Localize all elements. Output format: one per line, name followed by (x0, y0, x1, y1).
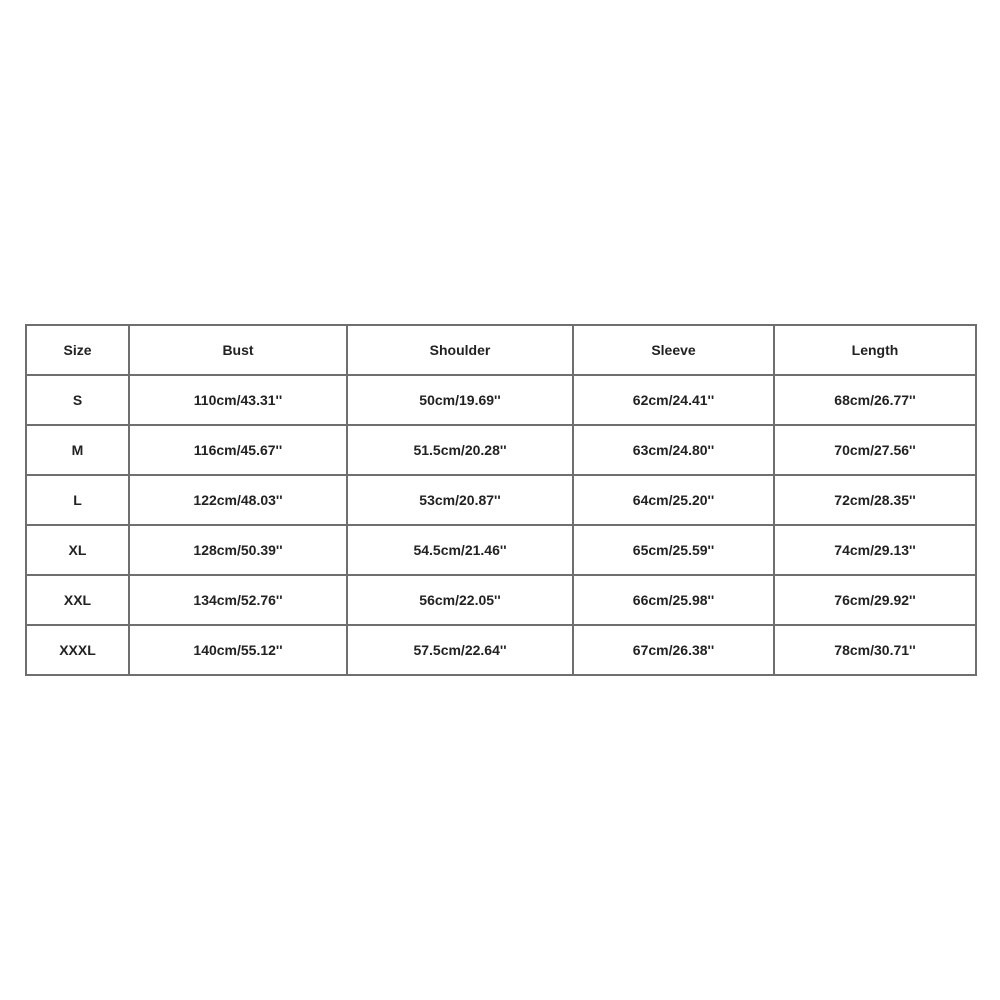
table-cell-size: XL (26, 525, 129, 575)
table-cell-shoulder: 56cm/22.05'' (347, 575, 573, 625)
table-row (26, 575, 976, 625)
table-cell-bust: 140cm/55.12'' (129, 625, 347, 675)
table-cell-shoulder: 53cm/20.87'' (347, 475, 573, 525)
header-size: Size (26, 325, 129, 375)
table-cell-sleeve: 67cm/26.38'' (573, 625, 774, 675)
table-cell-shoulder: 50cm/19.69'' (347, 375, 573, 425)
table-cell-size: M (26, 425, 129, 475)
table-row (26, 625, 976, 675)
table-cell-bust: 116cm/45.67'' (129, 425, 347, 475)
table-row (26, 525, 976, 575)
table-cell-size: L (26, 475, 129, 525)
table-cell-sleeve: 65cm/25.59'' (573, 525, 774, 575)
table-cell-length: 74cm/29.13'' (774, 525, 976, 575)
table-cell-length: 68cm/26.77'' (774, 375, 976, 425)
table-header-row (26, 325, 976, 375)
table-cell-shoulder: 57.5cm/22.64'' (347, 625, 573, 675)
table-cell-bust: 110cm/43.31'' (129, 375, 347, 425)
table-cell-bust: 128cm/50.39'' (129, 525, 347, 575)
header-sleeve: Sleeve (573, 325, 774, 375)
table-cell-sleeve: 64cm/25.20'' (573, 475, 774, 525)
table-row (26, 425, 976, 475)
table-cell-length: 72cm/28.35'' (774, 475, 976, 525)
table-row (26, 375, 976, 425)
table-cell-bust: 122cm/48.03'' (129, 475, 347, 525)
size-chart-table (25, 324, 977, 676)
header-bust: Bust (129, 325, 347, 375)
table-cell-length: 70cm/27.56'' (774, 425, 976, 475)
table-cell-length: 76cm/29.92'' (774, 575, 976, 625)
header-shoulder: Shoulder (347, 325, 573, 375)
table-cell-length: 78cm/30.71'' (774, 625, 976, 675)
table-cell-size: XXXL (26, 625, 129, 675)
table-row (26, 475, 976, 525)
table-cell-sleeve: 66cm/25.98'' (573, 575, 774, 625)
table-cell-size: XXL (26, 575, 129, 625)
table-cell-size: S (26, 375, 129, 425)
table-cell-shoulder: 51.5cm/20.28'' (347, 425, 573, 475)
header-length: Length (774, 325, 976, 375)
table-cell-sleeve: 63cm/24.80'' (573, 425, 774, 475)
table-cell-sleeve: 62cm/24.41'' (573, 375, 774, 425)
table-cell-shoulder: 54.5cm/21.46'' (347, 525, 573, 575)
table-cell-bust: 134cm/52.76'' (129, 575, 347, 625)
